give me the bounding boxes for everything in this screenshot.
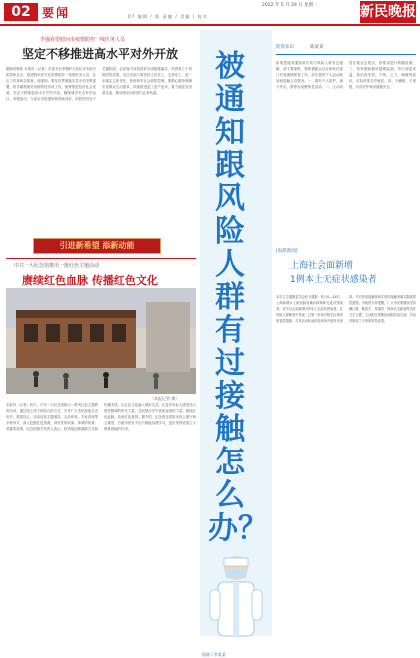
divider <box>6 258 196 259</box>
newspaper-logo: 新民晚报 <box>360 1 416 23</box>
editor-line: 07 编辑 / 版 责编 / 美编 / 校对 <box>128 14 208 19</box>
article2-kicker: 中共一大纪念馆推出一批红色主题活动 <box>14 263 100 269</box>
article1-headline[interactable]: 坚定不移推进高水平对外开放 <box>22 47 179 61</box>
article2-headline[interactable]: 赓续红色血脉 传播红色文化 <box>22 274 158 287</box>
photo-credit: （本报记者 摄） <box>150 396 180 401</box>
article3-body: 本市卫生健康委员会昨天通报：昨日0—24时，上海新增本土新冠肺炎确诊病例和无症状感染者，其中社会面新增1例本土无症状感染者，在风险人群筛查中发现。已第一时间对相关区域采取管控措施，对其活动轨迹涉及场所开展终末消毒，并对密切接触者和次密切接触者落实隔离管控措施。市疾控专家提醒，广大市民要继续坚持戴口罩、勤洗手、常通风、保持社交距离等良好卫生习惯，主动配合核酸检测和抗原自测，共同巩固来之不易的防控成果。 <box>276 295 416 324</box>
column-author: 陈某某 <box>310 45 324 50</box>
article2-photo[interactable] <box>6 288 196 394</box>
article2-body: 本报讯（记者）昨天，中共一大纪念馆推出一系列红色主题教育活动，通过线上线下相结合的方式，引导广大市民游客走近历史、感悟初心。活动包括主题展览、互动体验、专家讲座等多种形式，深入挖掘红色资源，讲好党的故事、革命的故事、英雄的故事。纪念馆相关负责人表示，将持续创新展陈方式和传播手段，让红色文化融入城市生活，让更多年轻人感受伟大建党精神的时代力量，在回望历史中汲取奋进的力量，赓续红色血脉，传承红色基因。据介绍，纪念馆还将推出线上展厅和云课堂，方便市民足不出户就能参观学习，更好发挥爱国主义教育基地的作用。 <box>6 403 196 432</box>
column-label: 防疫知识 <box>276 45 294 50</box>
article3-label: [海派新闻] <box>276 249 298 254</box>
article1-kicker: 李强看望慰问市疫情防控一线医务人员 <box>40 37 126 43</box>
date-line: 2022 年 5 月 29 日 星期一 <box>262 3 318 8</box>
masthead <box>0 0 420 26</box>
poster-credit: 插画 / 李某某 <box>202 652 226 657</box>
page-number: 02 <box>4 3 38 21</box>
doctor-illustration <box>204 550 268 646</box>
article3-headline-line1[interactable]: 上海社会面新增 <box>290 261 354 271</box>
divider <box>276 54 416 55</box>
poster-panel[interactable] <box>200 30 272 657</box>
column-body: 如果您接到通知被告知与风险人群有过接触，请不要惊慌，要积极配合社区和疾控部门开展流调排查工作，如实提供个人活动轨迹和接触人员情况。一、做好个人防护，减少外出，暂停参加聚集性活动。二、主动向居住地社区报告，按要求进行核酸检测。三、居家期间做好健康监测，每天测量体温，如出现发热、干咳、乏力、咽痛等症状，应及时报告并就医。四、不瞒报、不谎报，共同守护城市健康安全。 <box>276 61 416 90</box>
article3-headline-line2[interactable]: 1例本土无症状感染者 <box>290 275 377 285</box>
section-name: 要闻 <box>42 6 71 20</box>
red-banner-logo: 引进新希望 添新动能 <box>33 238 161 254</box>
article1-body: 据新民晚报 本报讯（记者）市委书记李强昨天前往本市部分医院和社区，看望慰问坚守在疫情防控一线的医务人员、社区工作者和志愿者。他强调，要坚决贯彻落实党中央决策部署，科学精准抓好疫情防控各项工作，统筹推进经济社会发展，坚定不移推进高水平对外开放，确保城市安全有序运行。李强指出，当前本市疫情形势持续向好，但防控仍处于关键阶段，必须毫不放松抓好各项措施落实，巩固来之不易的防控成果。各区各部门要坚持人民至上、生命至上，进一步落实主体责任，织密织牢社会面防控网。要精心服务保障市民群众生活需求，持续推进复工复产复市，着力稳住经济基本盘，推动城市加快回归正常轨道。 <box>6 67 192 102</box>
poster-title: 被通知跟风险人群有过接触怎么办？ <box>208 49 268 546</box>
